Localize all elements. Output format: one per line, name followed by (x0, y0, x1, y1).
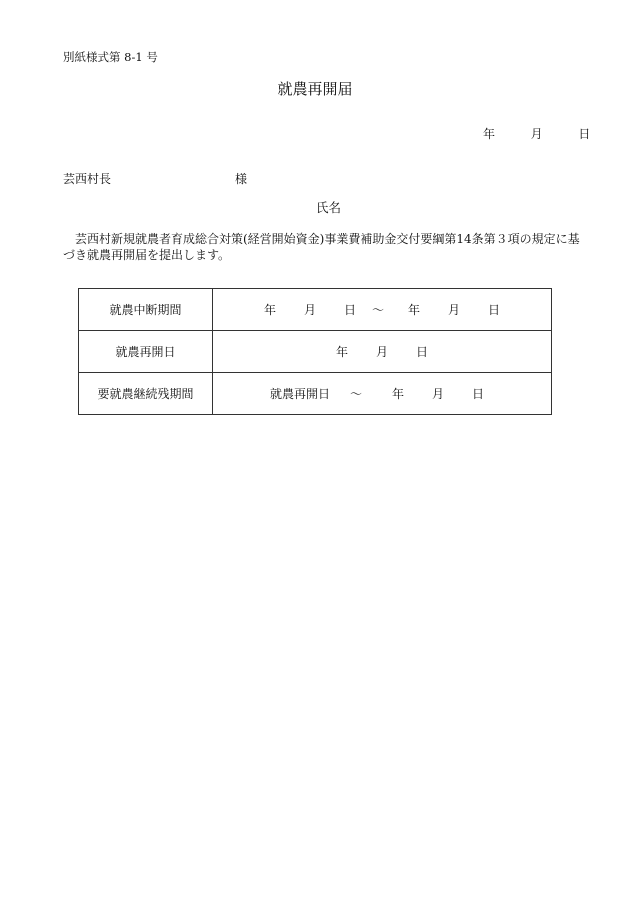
remaining-period-value[interactable] (213, 373, 552, 415)
honorific: 様 (235, 172, 248, 186)
tilde: ～ (349, 387, 362, 401)
suspension-start-year: 年 (263, 303, 276, 317)
table-row (79, 373, 552, 415)
form-number: 別紙様式第 8-1 号 (63, 50, 158, 64)
submission-date (483, 125, 590, 142)
suspension-start-month: 月 (303, 303, 316, 317)
suspension-period-value[interactable] (213, 289, 552, 331)
suspension-end-day: 日 (487, 303, 500, 317)
document-title: 就農再開届 (277, 80, 353, 98)
suspension-end-month: 月 (447, 303, 460, 317)
resumption-day: 日 (415, 345, 428, 359)
date-day: 日 (578, 127, 591, 141)
resumption-month: 月 (375, 345, 388, 359)
resumption-date-value[interactable] (213, 331, 552, 373)
body-line-1: 芸西村新規就農者育成総合対策(経営開始資金)事業費補助金交付要綱第14条第３項の規定に基 (75, 232, 580, 246)
table-row (79, 289, 552, 331)
remaining-end-year: 年 (391, 387, 404, 401)
remaining-start: 就農再開日 (269, 387, 330, 401)
form-table (78, 288, 552, 415)
body-text (63, 231, 578, 263)
label-suspension-period: 就農中断期間 (79, 289, 213, 331)
label-resumption-date: 就農再開日 (79, 331, 213, 373)
remaining-end-month: 月 (431, 387, 444, 401)
suspension-start-day: 日 (343, 303, 356, 317)
applicant-name-label: 氏名 (316, 200, 342, 215)
resumption-year: 年 (335, 345, 348, 359)
remaining-end-day: 日 (471, 387, 484, 401)
suspension-end-year: 年 (407, 303, 420, 317)
label-remaining-period: 要就農継続残期間 (79, 373, 213, 415)
tilde: ～ (371, 303, 384, 317)
date-year: 年 (483, 127, 496, 141)
body-line-2: づき就農再開届を提出します。 (63, 248, 231, 262)
addressee: 芸西村長 (63, 172, 112, 186)
table-row (79, 331, 552, 373)
date-month: 月 (530, 127, 543, 141)
